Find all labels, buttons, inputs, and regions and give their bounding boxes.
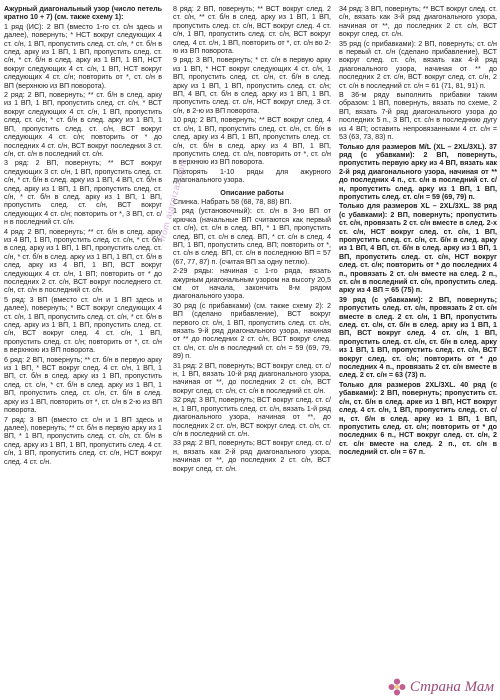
- paragraph: 10 ряд: 2 ВП, повернуть; ** ВСТ вокруг след. 4 ст. с/н, 1 ВП, пропустить след. ст. с/н, ст. б/н в след. арку из 4 ВП, 1 ВП, пропустить след. ст. с/н, ст. б/н в след. арку из 4 ВП, 1 ВП, пропустить след. ст. с/н, повторить от *, ст. с/н в верхнюю из ВП поворота.: [173, 116, 331, 167]
- paragraph: Только для размеров M/L (XL – 2XL/3XL). 37 ряд (с убавками): 2 ВП, повернуть, пропустить первую арку из 4 ВП, вязать как 2-й ряд диагонального узора, начиная от ** до последних 4 п., ст. с/н в последний ст. с/н, пропустить след. арку из 1 ВП, 1 ВП, пропустить след. ст. с/н = 59 (69, 79) п.: [339, 142, 497, 201]
- paragraph: Ажурный диагональный узор (число петель кратно 10 + 7) (см. также схему 1):: [4, 5, 162, 22]
- section-heading: Описание работы: [220, 188, 284, 197]
- flower-icon: [388, 678, 406, 696]
- paragraph: 30 ряд (с прибавками) (см. также схему 2): 2 ВП (сделано прибавление), ВСТ вокруг первого ст. с/н, 1 ВП, пропустить след. ст. с/н, вязать 9-й ряд диагонального узора, начиная от ** до последних 2 ст. с/н, ВСТ вокруг след. ст. с/н, ст. с/н в последний ст. с/н = 59 (69, 79, 89) п.: [173, 301, 331, 361]
- paragraph: 4 ряд: 2 ВП, повернуть; ** ст. б/н в след. арку из 4 ВП, 1 ВП, пропустить след. ст. с/н, * ст. б/н в след. арку из 1 ВП, 1 ВП, пропустить след. ст. с/н, * ст. б/н в след. арку из 1 ВП, 1 ВП, ст. б/н в след. арку из 4 ВП, 1 ВП, ВСТ вокруг следующих 4 ст. с/н, 1 ВП; повторить от * до последних 2 ст. с/н, ВСТ вокруг последнего ст. с/н, ст. с/н в последний ст. с/н.: [4, 227, 162, 295]
- paragraph: 9 ряд: 3 ВП, повернуть; * ст. с/н в первую арку из 1 ВП, * НСТ вокруг следующих 4 ст. с/н, 1 ВП, пропустить след. ст. с/н, ст. б/н в след. арку из 1 ВП, 1 ВП, пропустить след. ст. с/н; ВП, 4 ВП, ст. б/н в след. арку из 1 ВП, 1 ВП, пропустить след. ст. с/н, НСТ вокруг след. 3 ст. с/н, в 2-ю из ВП поворота.: [173, 56, 331, 115]
- paragraph: 3 ряд: 2 ВП, повернуть; ** ВСТ вокруг следующих 3 ст. с/н, 1 ВП, пропустить след. ст. с/н, * ст. б/н в след. арку из 1 ВП, 4 ВП, ст. б/н в след. арку из 1 ВП, 1 ВП, пропустить след. ст. с/н, * ст. б/н в след. арку из 1 ВП, 1 ВП, пропустить след. ст. с/н, ВСТ вокруг следующих 4 ст. с/н; повторить от *, 3 ВП, ст. с/н в последний ст. с/н.: [4, 159, 162, 227]
- paragraph: 31 ряд: 2 ВП, повернуть; ВСТ вокруг след. ст. с/н, 1 ВП, вязать 10-й ряд диагонального узора, начиная от **, до последних 2 ст. с/н, ВСТ вокруг след. ст. с/н, ст. с/н в последний ст. с/н.: [173, 361, 331, 395]
- paragraph: 2 ряд: 2 ВП, повернуть; ** ст. б/н в след. арку из 1 ВП, 1 ВП, пропустить след. ст. с/н, * ВСТ вокруг следующих 4 ст. с/н, 1 ВП, пропустить след. ст. с/н, * ст. б/н в след. арку из 1 ВП, 1 ВП, пропустить след. ст. с/н, ВСТ вокруг следующих 4 ст. с/н; повторить от * до последних 4 ст. с/н, ВСТ вокруг последних 3 ст. с/н, ст. с/н в последний ст. с/н.: [4, 91, 162, 158]
- paragraph: 1 ряд (ИС): 2 ВП (вместо 1-го ст. с/н здесь и далее), повернуть; * НСТ вокруг следующих 4 ст. с/н, 1 ВП, пропустить след. ст. с/н, * ст. б/н в след. арку из 1 ВП, 1 ВП, пропустить след. ст. с/н, * ст. б/н в след. арку из 1 ВП, 1 ВП, НСТ вокруг следующих 4 ст. с/н, 1 ВП, НСТ вокруг следующих 4 ст. с/н; повторить от *, ст. с/н в ВП (верхнюю из ВП поворота).: [4, 22, 162, 90]
- paragraph: Только для размеров XL – 2XL/3XL. 38 ряд (с убавками): 2 ВП, повернуть; пропустить ст. с/н, провязать 2 ст. с/н вместе в след. 2-х ст. с/н, НСТ вокруг след. ст. с/н, 1 ВП, пропустить след. ст. с/н, ст. б/н в след. арку из 1 ВП, 4 ВП, ст. б/н в след. арку из 1 ВП, 1 ВП, пропустить след. ст. с/н, НСТ вокруг след. ст. с/н; повторить от * до последних 4 п., провязать 2 ст. с/н вместе на след. 2 п., ст. с/н в последний ст. с/н, пропустить след. арку из 4 ВП = 65 (75) п.: [339, 202, 497, 295]
- paragraph: 33 ряд: 2 ВП, повернуть; ВСТ вокруг след. ст. с/н, вязать как 2-й ряд диагонального узора, начиная от **, до последних 2 ст. с/н, ВСТ вокруг след. ст. с/н.: [173, 439, 331, 473]
- logo-text: Страна Мам: [409, 678, 494, 695]
- site-logo: [386, 677, 496, 697]
- paragraph: 32 ряд: 3 ВП, повернуть; ВСТ вокруг след. ст. с/н, 1 ВП, пропустить след. ст. с/н, вязать 1-й ряд диагонального узора, начиная от **, до последних 2 ст. с/н, ВСТ вокруг след. ст. с/н, ст. с/н в последний ст. с/н.: [173, 396, 331, 438]
- paragraph: Только для размеров 2XL/3XL. 40 ряд (с убавками): 2 ВП, повернуть; пропустить ст. с/н, ст. б/н в след. арке из 1 ВП, НСТ вокруг след. 4 ст. с/н, 1 ВП, пропустить след. ст. с/н, ст. б/н в след. арку из 1 ВП, 1 ВП, пропустить след. ст. с/н; повторить от * до последних 6 п., НСТ вокруг след. ст. с/н, 2 ст. с/н вместе на след. 2 п., ст. с/н в последний ст. с/н = 67 п.: [339, 380, 497, 457]
- paragraph: В 36-м ряду выполнить прибавки таким образом: 1 ВП, повернуть, вязать по схеме, 2 ВП, вязать 7-й ряд диагонального узора до последних 5 п., 3 ВП, ст. с/н в последнюю дугу из 4 ВП; оставить непровязанными 4 ст. с/н = 53 (63, 73, 83) п.: [339, 91, 497, 142]
- paragraph: 7 ряд: 3 ВП (вместо ст. с/н и 1 ВП здесь и далее), повернуть; ** ст. б/н в первую арку из 1 ВП, * 1 ВП, пропустить след. ст. с/н, ст. б/н в след. арку из 1 ВП, 1 ВП, пропустить след. 4 ст. с/н, 1 ВП, пропустить след. ст. с/н, НСТ вокруг след. 4 ст. с/н.: [4, 415, 162, 466]
- paragraph: 2-29 ряды: начиная с 1-го ряда, вязать ажурным диагональным узором на высоту 20,5 см от начала, закончить 8-м рядом диагонального узора.: [173, 267, 331, 301]
- paragraph: 34 ряд: 3 ВП, повернуть; ** ВСТ вокруг след. ст. с/н, вязать как 3-й ряд диагонального узора, начиная от **, до последних 2 ст. с/н, ВСТ вокруг след. ст. с/н.: [339, 5, 497, 39]
- text-column-1: [4, 5, 162, 467]
- paragraph: 35 ряд (с прибавками): 2 ВП, повернуть; ст. с/н в первый ст. с/н (сделано прибавление), ВСТ вокруг след. ст. с/н, вязать как 4-й ряд диагонального узора, начиная от ** до последних 2 ст. с/н, ВСТ вокруг след. ст. с/н, 2 ст. с/н в последний ст. с/н = 61 (71, 81, 91) п.: [339, 39, 497, 90]
- paragraph: 6 ряд: 2 ВП, повернуть; ** ст. б/н в первую арку из 1 ВП, * ВСТ вокруг след. 4 ст. с/н, 1 ВП, 1 ВП, ст. б/н в след. арку из 1 ВП, пропустить след. ст. с/н, * ст. б/н в след. арку из 1 ВП, 1 ВП, пропустить след. ст. с/н, ст. б/н в след. арку из 1 ВП, повторить от *, ст. с/н в 2-ю из ВП поворота.: [4, 355, 162, 415]
- watermark-text: from ajaroizaz.com: [157, 157, 189, 243]
- paragraph: 1 ряд (установочный): ст. с/н в 3-ю ВП от крючка (начальные ВП считаются как первый ст. с/н), ст. с/н в след. ВП, * 1 ВП, пропустить след. ВП, ст. с/н в след. ВП, * ст. с/н в след. 4 ВП, 1 ВП, пропустить след. ВП; повторить от *, ст. с/н в след. ВП, ст. с/н в последнюю ВП = 57 (67, 77, 87) п. (считая ВП за одну петлю).: [173, 207, 331, 266]
- paragraph: Спинка. Набрать 58 (68, 78, 88) ВП.: [173, 197, 292, 206]
- paragraph: 39 ряд (с убавками): 2 ВП, повернуть; пропустить след. ст. с/н, провязать 2 ст. с/н вместе в след. 2 ст. с/н, 1 ВП, пропустить след. ст. с/н, ст. б/н в след. арку из 1 ВП, 1 ВП, ВСТ вокруг след. 4 ст. с/н, 1 ВП, пропустить след. ст. с/н, ст. б/н в след. арку из 1 ВП, 1 ВП, пропустить след. ст. с/н, ВСТ вокруг след. ст. с/н; повторить от * до последних 4 п., провязать 2 ст. с/н вместе в след. 2 ст. с/н = 63 (73) п.: [339, 295, 497, 380]
- paragraph: Повторять 1-10 ряды для ажурного диагонального узора.: [173, 167, 331, 185]
- paragraph: 5 ряд: 3 ВП (вместо ст. с/н и 1 ВП здесь и далее), повернуть; * ВСТ вокруг следующих 4 ст. с/н, 1 ВП, пропустить след. ст. с/н, * ст. б/н в след. арку из 1 ВП, 1 ВП, пропустить след. ст. с/н, ВСТ вокруг след. 4 ст. с/н, 1 ВП, пропустить след. ст. с/н; повторить от *, ст. с/н в верхнюю из ВП поворота.: [4, 295, 162, 355]
- paragraph: 8 ряд: 2 ВП, повернуть; ** ВСТ вокруг след. 2 ст. с/н, ** ст. б/н в след. арку из 1 ВП, 1 ВП, пропустить след. ст. с/н, ВСТ вокруг след. 4 ст. с/н, 1 ВП, пропустить след. ст. с/н, ВСТ вокруг след. 4 ст. с/н, 1 ВП, повторить от *, ст. с/н во 2-ю из ВП поворота.: [173, 5, 331, 56]
- text-column-3: [339, 5, 497, 458]
- text-column-2: [173, 5, 331, 474]
